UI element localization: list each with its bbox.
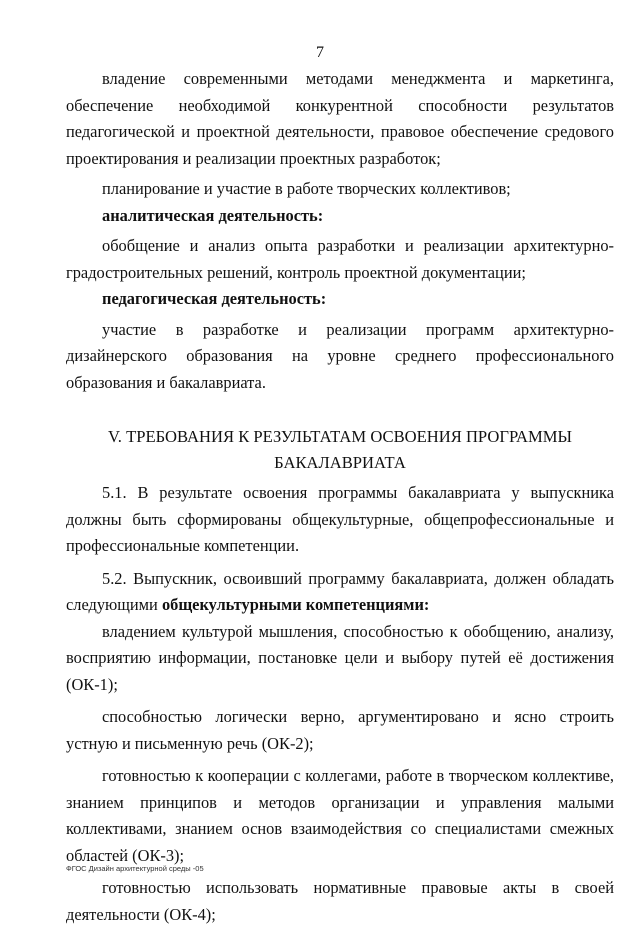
- clause-5-2-bold: общекультурными компетенциями:: [161, 595, 430, 614]
- clause-5-2-text: 5.2. Выпускник, освоивший программу бакалавриата, должен обладать следующими: [66, 568, 614, 614]
- competence-ok-2: способностью логически верно, аргументировано и ясно строить устную и письменную речь (ОК-2);: [66, 707, 614, 753]
- clause-5-2: [66, 566, 614, 619]
- paragraph-education: участие в разработке и реализации программ архитектурно-дизайнерского образования на уровне среднего профессионального образования и бакалавриата.: [66, 319, 614, 392]
- page-number: 7: [316, 44, 324, 61]
- footer-caption: ФГОС Дизайн архитектурной среды -05: [66, 864, 204, 873]
- paragraph-teamwork: планирование и участие в работе творческих коллективов;: [102, 179, 511, 198]
- section-title-line-1: V. ТРЕБОВАНИЯ К РЕЗУЛЬТАТАМ ОСВОЕНИЯ ПРОГРАММЫ: [107, 427, 573, 446]
- document-body: [66, 66, 614, 928]
- section-title-line-2: БАКАЛАВРИАТА: [274, 453, 406, 472]
- competence-ok-1: владением культурой мышления, способностью к обобщению, анализу, восприятию информации, постановке цели и выбору путей её достижения (ОК-1);: [66, 621, 614, 694]
- clause-5-1: 5.1. В результате освоения программы бакалавриата у выпускника должны быть сформированы общекультурные, общепрофессиональные и профессиональные компетенции.: [66, 483, 614, 555]
- heading-analytic-activity: аналитическая деятельность:: [102, 205, 324, 225]
- paragraph-analysis: обобщение и анализ опыта разработки и реализации архитектурно-градостроительных решений, контроль проектной документации;: [66, 236, 614, 282]
- section-title: [66, 424, 614, 476]
- competence-ok-4: готовностью использовать нормативные правовые акты в своей деятельности (ОК-4);: [66, 878, 614, 924]
- heading-pedagogic-activity: педагогическая деятельность:: [102, 289, 327, 308]
- competence-ok-3: готовностью к кооперации с коллегами, работе в творческом коллективе, знанием принципов и методов организации и управления малыми коллективами, знанием основ взаимодействия со специалистами смежных областей (ОК-3);: [66, 766, 614, 865]
- paragraph-management: владение современными методами менеджмента и маркетинга, обеспечение необходимой конкурентной способности результатов педагогической и проектной деятельности, правовое обеспечение средового проектирования и реализации проектных разработок;: [66, 69, 614, 168]
